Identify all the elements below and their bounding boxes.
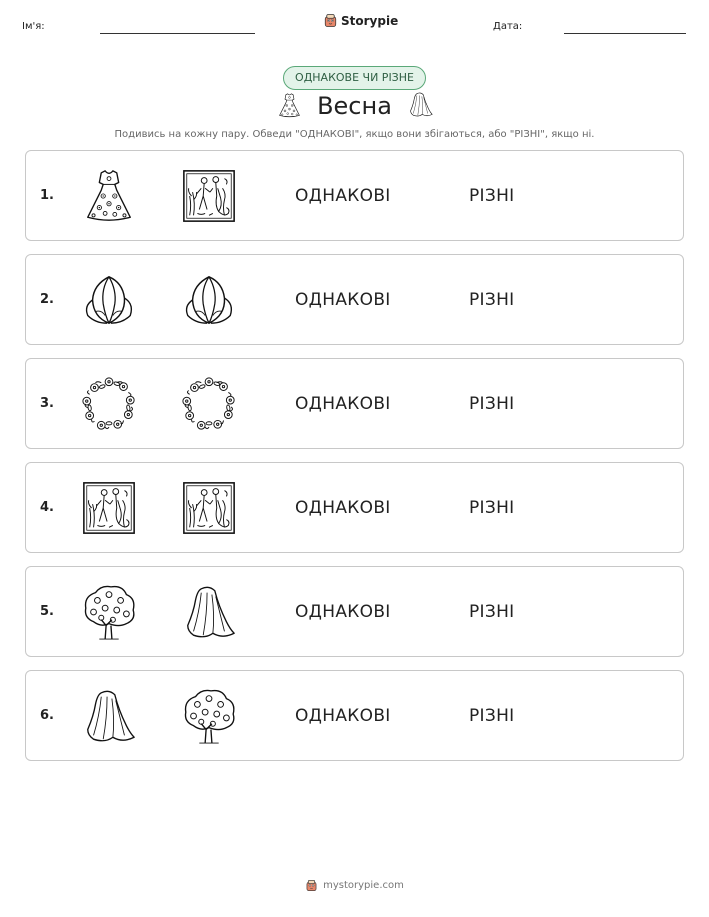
rose-bud-icon [80, 271, 138, 329]
shawl-icon [180, 583, 238, 641]
exercise-row [25, 462, 684, 553]
instructions: Подивись на кожну пару. Обведи "ОДНАКОВІ", якщо вони збігаються, або "РІЗНІ", якщо ні. [114, 129, 595, 140]
row-number: 4. [40, 500, 54, 515]
option-different[interactable]: РІЗНІ [469, 186, 515, 206]
option-same[interactable]: ОДНАКОВІ [295, 602, 391, 622]
flower-wreath-icon [180, 375, 238, 433]
row-number: 3. [40, 396, 54, 411]
option-different[interactable]: РІЗНІ [469, 498, 515, 518]
row-number: 1. [40, 188, 54, 203]
flower-wreath-icon [80, 375, 138, 433]
option-different[interactable]: РІЗНІ [469, 394, 515, 414]
option-same[interactable]: ОДНАКОВІ [295, 498, 391, 518]
exercise-row [25, 670, 684, 761]
dress-icon [80, 167, 138, 225]
option-same[interactable]: ОДНАКОВІ [295, 706, 391, 726]
exercise-row [25, 566, 684, 657]
footer [0, 879, 709, 892]
page-title: Весна [317, 92, 392, 120]
date-line[interactable] [564, 33, 686, 34]
tapestry-icon [180, 479, 238, 537]
mascot-icon [323, 13, 338, 28]
row-number: 6. [40, 708, 54, 723]
footer-url[interactable]: mystorypie.com [323, 880, 404, 891]
name-line[interactable] [100, 33, 255, 34]
brand-name: Storypie [341, 13, 399, 28]
option-same[interactable]: ОДНАКОВІ [295, 394, 391, 414]
tapestry-icon [80, 479, 138, 537]
option-different[interactable]: РІЗНІ [469, 290, 515, 310]
option-same[interactable]: ОДНАКОВІ [295, 290, 391, 310]
name-label: Ім'я: [22, 21, 45, 32]
row-number: 5. [40, 604, 54, 619]
tapestry-icon [180, 167, 238, 225]
exercise-row [25, 150, 684, 241]
shawl-icon [407, 91, 434, 118]
shawl-icon [80, 687, 138, 745]
exercise-row [25, 254, 684, 345]
worksheet-type-badge: ОДНАКОВЕ ЧИ РІЗНЕ [283, 66, 426, 90]
option-different[interactable]: РІЗНІ [469, 602, 515, 622]
option-same[interactable]: ОДНАКОВІ [295, 186, 391, 206]
date-label: Дата: [493, 21, 523, 32]
apple-tree-icon [80, 583, 138, 641]
brand-logo [323, 13, 398, 28]
mascot-icon [305, 879, 318, 892]
apple-tree-icon [180, 687, 238, 745]
option-different[interactable]: РІЗНІ [469, 706, 515, 726]
exercise-row [25, 358, 684, 449]
row-number: 2. [40, 292, 54, 307]
rose-bud-icon [180, 271, 238, 329]
